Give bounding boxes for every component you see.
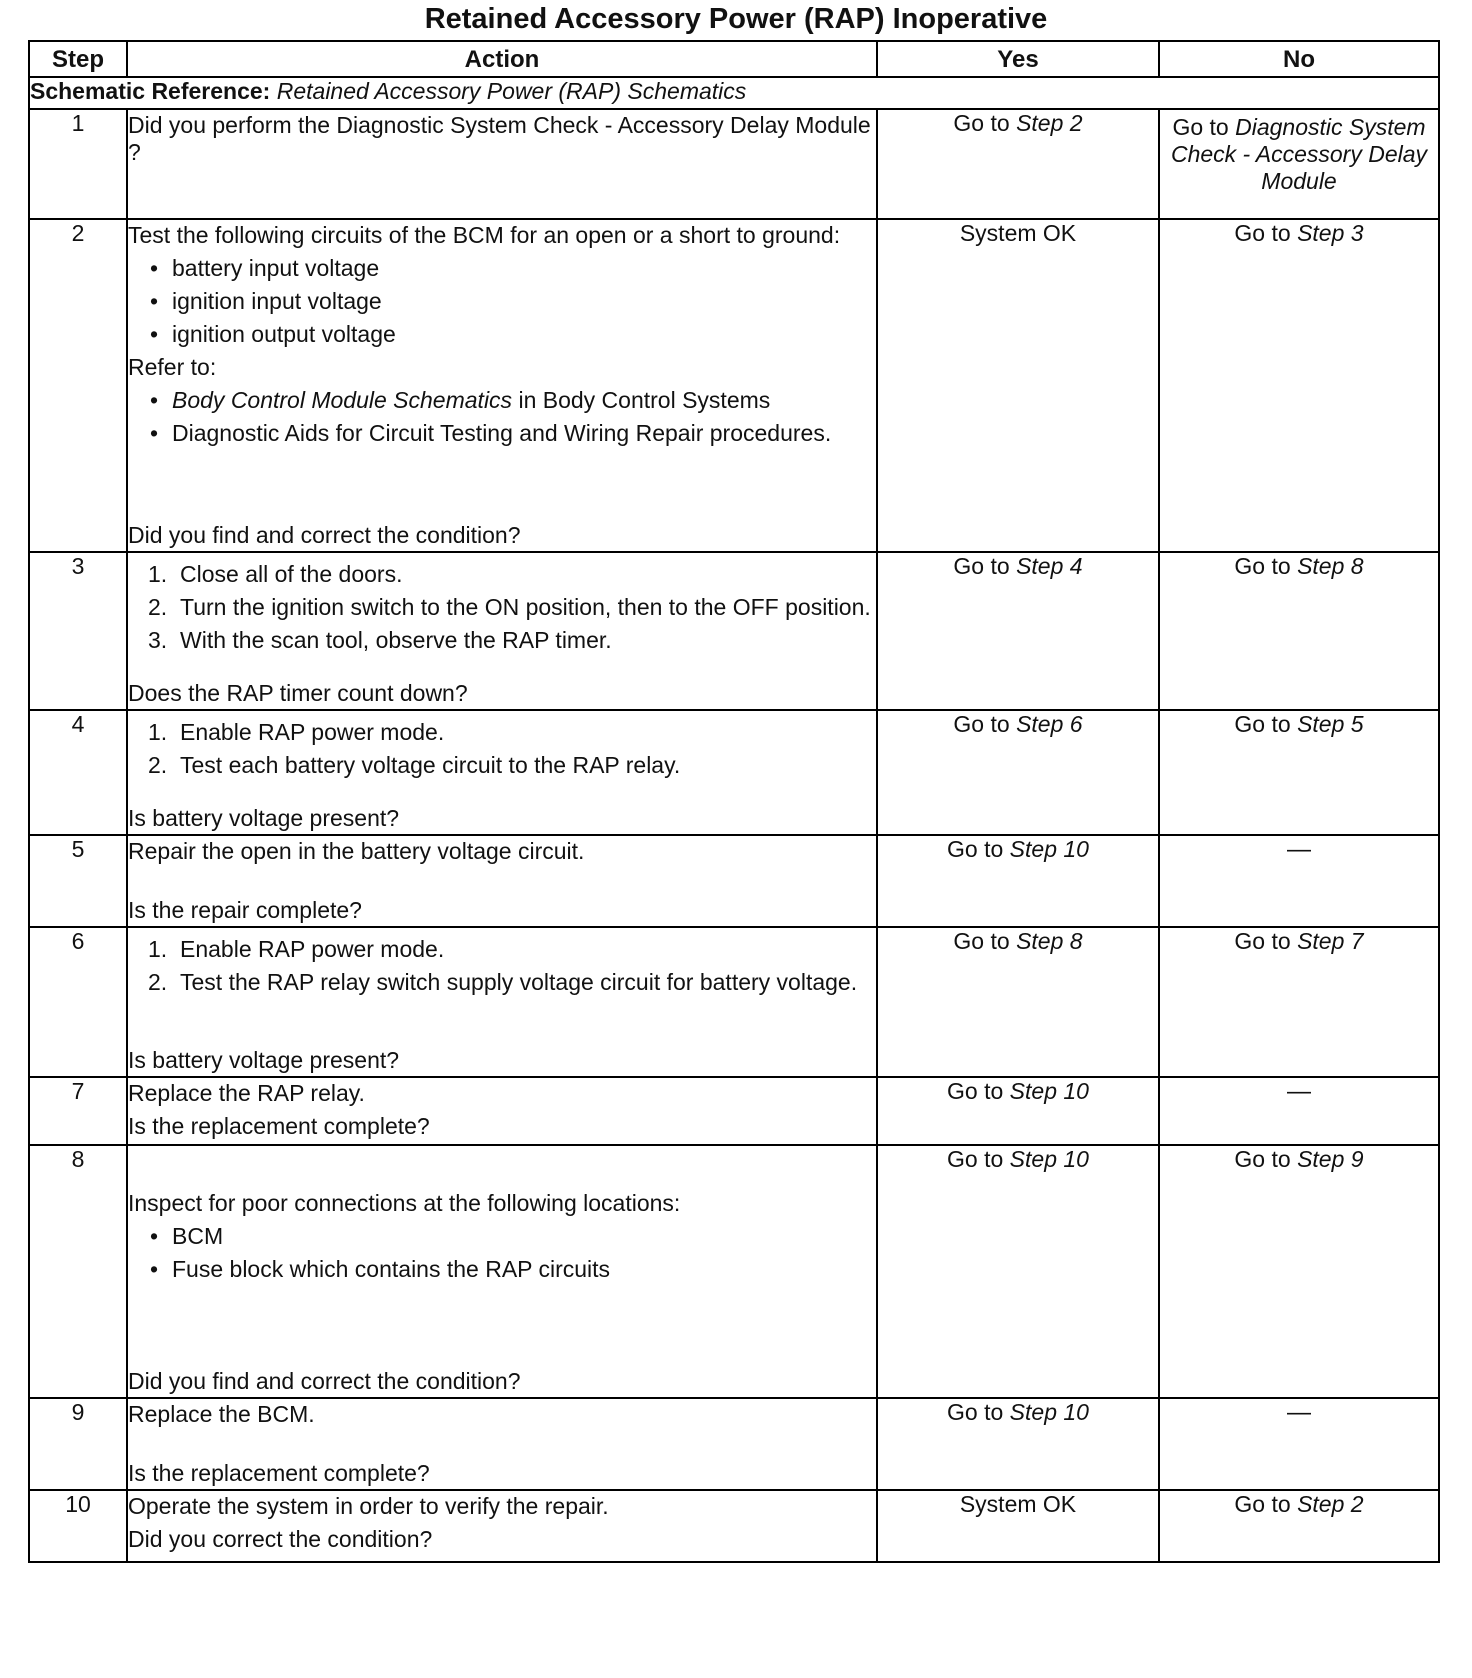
step-number: 1 [29,109,127,219]
item-text: Close all of the doors. [180,561,403,587]
table-row [29,1398,1439,1490]
header-yes: Yes [877,41,1159,77]
no-prefix: Go to [1234,711,1291,737]
list-item [150,387,876,414]
action-cell [127,710,877,835]
yes-cell [877,927,1159,1077]
yes-prefix: Go to [953,553,1010,579]
action-cell [127,1145,877,1398]
refer-label: Refer to: [128,354,217,380]
yes-target[interactable]: Step 10 [1009,1146,1089,1172]
list-item [148,752,876,779]
bullet-list [128,255,876,348]
action-cell [127,1077,877,1145]
item-text: Test each battery voltage circuit to the RAP relay. [180,752,681,778]
yes-target[interactable]: Step 10 [1009,1078,1089,1104]
list-item [148,936,876,963]
item-text: Test the RAP relay switch supply voltage circuit for battery voltage. [180,969,858,995]
action-text: Operate the system in order to verify the repair. [128,1493,609,1519]
item-number: 1. [148,936,168,962]
yes-prefix: Go to [947,1399,1004,1425]
item-text: Turn the ignition switch to the ON position, then to the OFF position. [180,594,871,620]
action-cell [127,109,877,219]
action-content [128,711,876,834]
action-question: Does the RAP timer count down? [128,680,468,706]
yes-cell [877,1077,1159,1145]
no-target[interactable]: Step 5 [1297,711,1364,737]
step-number: 5 [29,835,127,927]
no-prefix: Go to [1234,553,1291,579]
yes-target[interactable]: Step 6 [1016,711,1083,737]
list-item: • BCM [150,1223,876,1250]
action-cell [127,835,877,927]
list-item: • ignition output voltage [150,321,876,348]
no-target[interactable]: Diagnostic System Check - Accessory Delay Module [1170,114,1428,194]
header-step: Step [29,41,127,77]
no-target[interactable]: Step 9 [1297,1146,1364,1172]
table-row [29,552,1439,710]
step-number: 6 [29,927,127,1077]
no-target[interactable]: Step 2 [1297,1491,1364,1517]
step-number: 9 [29,1398,127,1490]
item-number: 2. [148,752,168,778]
no-target[interactable]: Step 3 [1297,220,1364,246]
table-row [29,1490,1439,1562]
bullet-list [128,1223,876,1283]
action-text: Replace the RAP relay. [128,1080,365,1106]
yes-target[interactable]: Step 10 [1009,836,1089,862]
yes-target[interactable]: Step 2 [1016,110,1083,136]
numbered-list [128,713,876,785]
yes-target[interactable]: Step 8 [1016,928,1083,954]
yes-prefix: Go to [947,836,1004,862]
no-cell [1159,710,1439,835]
list-item: • battery input voltage [150,255,876,282]
yes-prefix: Go to [953,711,1010,737]
no-cell [1159,1145,1439,1398]
diagnostic-table [28,40,1440,1563]
header-action: Action [127,41,877,77]
yes-prefix: Go to [947,1146,1004,1172]
table-row [29,219,1439,552]
item-number: 1. [148,561,168,587]
item-text: With the scan tool, observe the RAP timer. [180,627,612,653]
list-item [148,969,876,996]
no-cell: — [1159,1077,1439,1145]
yes-cell: System OK [877,1490,1159,1562]
no-cell [1159,219,1439,552]
action-content [128,220,876,551]
step-number: 8 [29,1145,127,1398]
schematic-reference [29,77,1439,109]
no-target[interactable]: Step 8 [1297,553,1364,579]
action-cell [127,219,877,552]
table-row [29,109,1439,219]
action-content [128,928,876,1076]
list-item [148,719,876,746]
action-question: Is the replacement complete? [128,1460,430,1486]
list-item [148,561,876,588]
action-question: Did you find and correct the condition? [128,1368,521,1394]
action-question: Is battery voltage present? [128,805,400,831]
no-target[interactable]: Step 7 [1297,928,1364,954]
action-text: Test the following circuits of the BCM for an open or a short to ground: [128,222,841,248]
item-number: 3. [148,627,168,653]
item-number: 2. [148,594,168,620]
refer-rest: in Body Control Systems [518,387,771,413]
action-body [128,220,876,453]
schematic-link[interactable]: Retained Accessory Power (RAP) Schematics [276,78,747,104]
action-cell [127,1490,877,1562]
action-cell [127,1398,877,1490]
list-item [148,594,876,621]
list-item [148,627,876,654]
step-number: 4 [29,710,127,835]
table-row [29,710,1439,835]
numbered-list [128,930,876,1002]
action-text: Replace the BCM. [128,1401,315,1427]
step-number: 10 [29,1490,127,1562]
header-no: No [1159,41,1439,77]
yes-target[interactable]: Step 10 [1009,1399,1089,1425]
no-prefix: Go to [1234,1146,1291,1172]
yes-cell [877,835,1159,927]
list-item: • Diagnostic Aids for Circuit Testing and Wiring Repair procedures. [150,420,876,447]
item-text: Enable RAP power mode. [180,719,445,745]
yes-cell [877,710,1159,835]
table-row [29,835,1439,927]
action-content [128,1399,876,1489]
action-body [128,1146,876,1289]
no-prefix: Go to [1234,220,1291,246]
yes-cell: System OK [877,219,1159,552]
item-number: 2. [148,969,168,995]
action-text: Did you perform the Diagnostic System Check - Accessory Delay Module ? [128,112,871,165]
no-cell [1159,552,1439,710]
table-row [29,927,1439,1077]
numbered-list [128,555,876,660]
yes-cell [877,1398,1159,1490]
list-item: • Fuse block which contains the RAP circuits [150,1256,876,1283]
no-prefix: Go to [1172,114,1229,140]
action-question: Did you correct the condition? [128,1526,433,1552]
action-content [128,836,876,926]
no-cell [1159,927,1439,1077]
table-row [29,1145,1439,1398]
header-row [29,41,1439,77]
list-item: • ignition input voltage [150,288,876,315]
action-question: Is the repair complete? [128,897,362,923]
step-number: 3 [29,552,127,710]
schematic-label: Schematic Reference: [30,78,271,104]
yes-cell [877,552,1159,710]
no-cell: — [1159,1398,1439,1490]
yes-prefix: Go to [953,928,1010,954]
no-cell [1159,109,1439,219]
item-text: Enable RAP power mode. [180,936,445,962]
action-cell [127,927,877,1077]
yes-target[interactable]: Step 4 [1016,553,1083,579]
no-prefix: Go to [1234,1491,1291,1517]
refer-link[interactable]: Body Control Module Schematics [172,387,513,413]
item-number: 1. [148,719,168,745]
no-prefix: Go to [1234,928,1291,954]
action-question: Is battery voltage present? [128,1047,400,1073]
yes-cell [877,109,1159,219]
action-text: Inspect for poor connections at the following locations: [128,1190,681,1216]
no-cell: — [1159,835,1439,927]
table-row [29,1077,1439,1145]
yes-prefix: Go to [953,110,1010,136]
action-text: Repair the open in the battery voltage circuit. [128,838,585,864]
action-question: Did you find and correct the condition? [128,522,521,548]
no-cell [1159,1490,1439,1562]
step-number: 2 [29,219,127,552]
action-cell [127,552,877,710]
action-content [128,553,876,709]
refer-list [128,387,876,447]
action-question: Is the replacement complete? [128,1113,430,1139]
yes-cell [877,1145,1159,1398]
action-content [128,1146,876,1397]
schematic-row [29,77,1439,109]
page-title: Retained Accessory Power (RAP) Inoperative [424,3,1048,35]
step-number: 7 [29,1077,127,1145]
yes-prefix: Go to [947,1078,1004,1104]
